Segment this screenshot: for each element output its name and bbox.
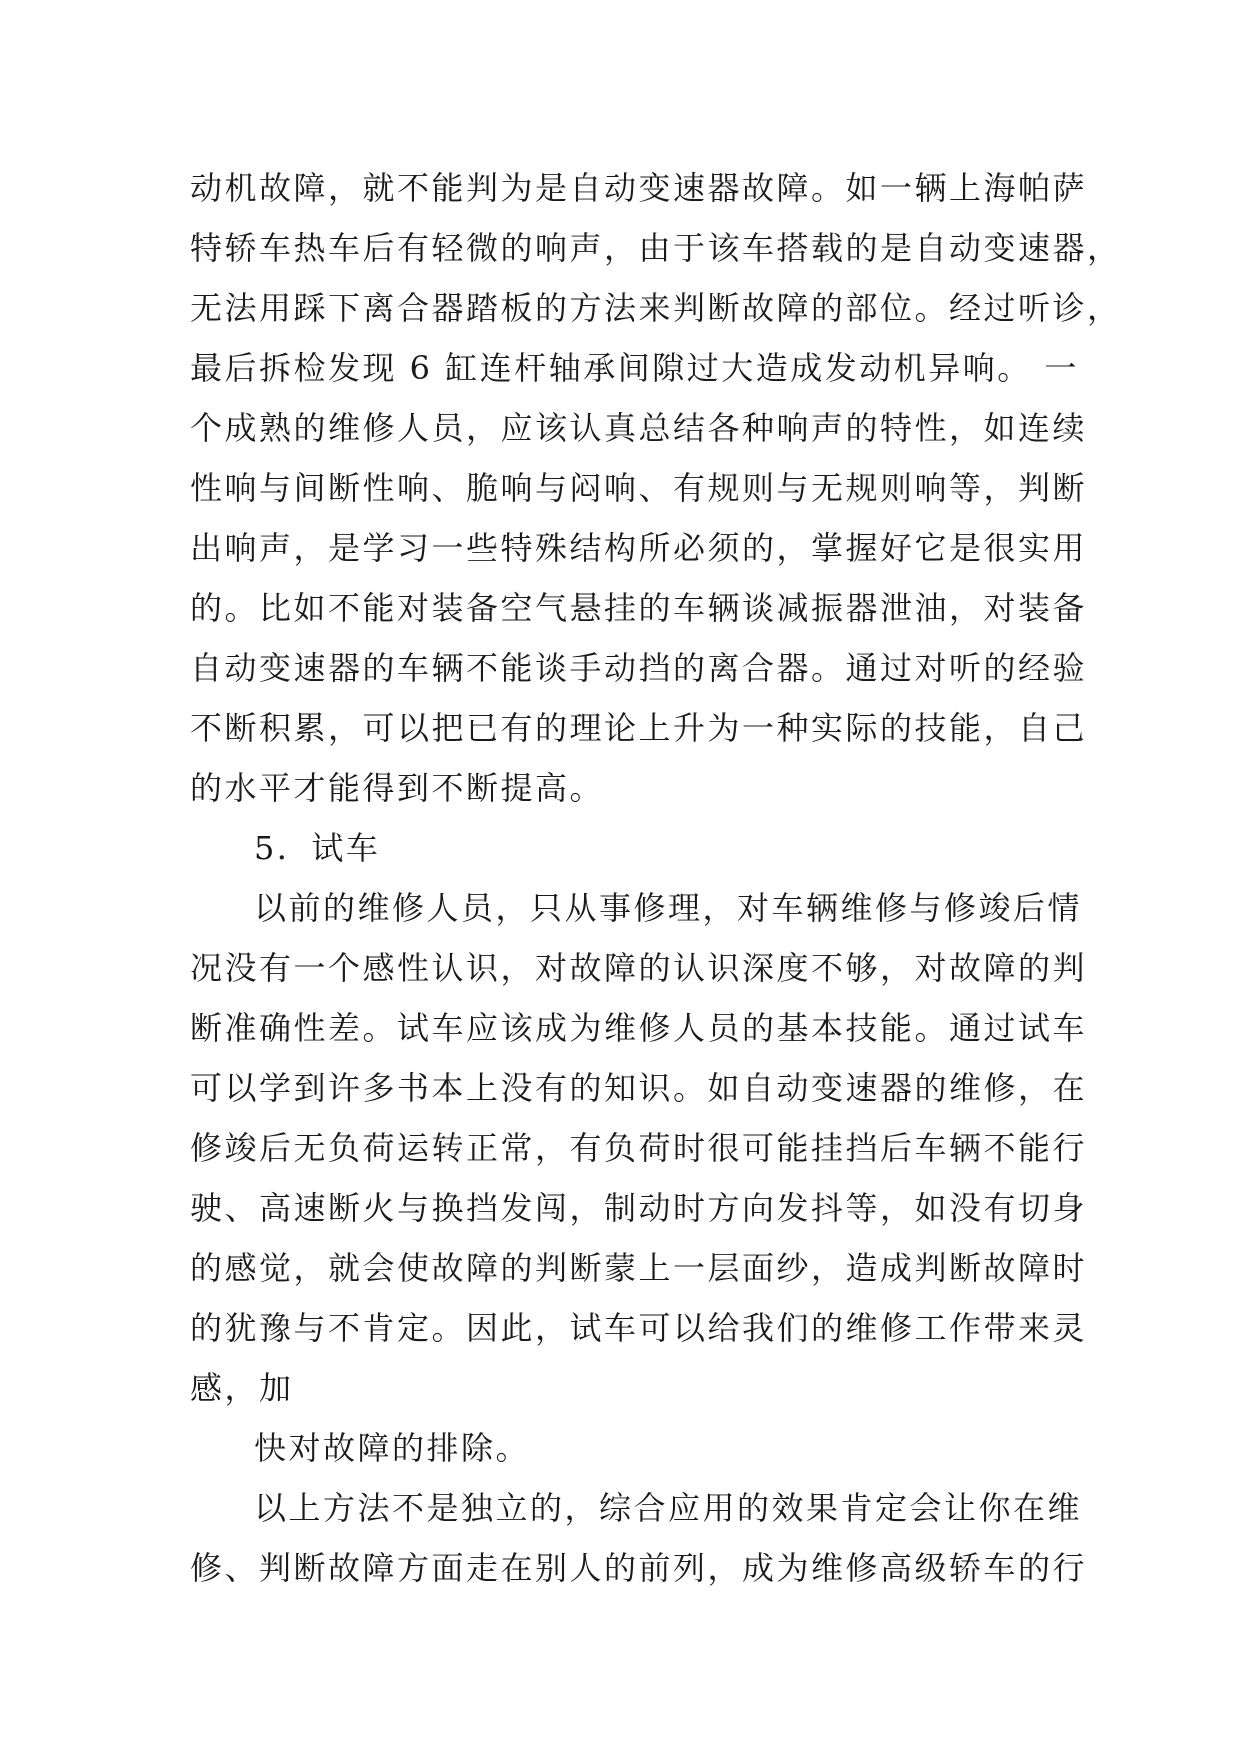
body-text bbox=[190, 158, 1122, 1598]
text-line: 无法用踩下离合器踏板的方法来判断故障的部位。经过听诊， bbox=[190, 289, 1122, 327]
text-line: 的水平才能得到不断提高。 bbox=[190, 769, 605, 807]
text-line: 特轿车热车后有轻微的响声，由于该车搭载的是自动变速器， bbox=[190, 229, 1122, 267]
text-line: 断准确性差。试车应该成为维修人员的基本技能。通过试车 bbox=[190, 1009, 1088, 1047]
text-line: 以前的维修人员，只从事修理，对车辆维修与修竣后情 bbox=[254, 889, 1083, 927]
text-line: 最后拆检发现 6 缸连杆轴承间隙过大造成发动机异响。 一 bbox=[190, 349, 1079, 387]
text-line: 性响与间断性响、脆响与闷响、有规则与无规则响等，判断 bbox=[190, 469, 1088, 507]
text-line: 况没有一个感性认识，对故障的认识深度不够，对故障的判 bbox=[190, 949, 1088, 987]
text-line: 修、判断故障方面走在别人的前列，成为维修高级轿车的行 bbox=[190, 1549, 1088, 1587]
text-line: 不断积累，可以把已有的理论上升为一种实际的技能，自己 bbox=[190, 709, 1088, 747]
text-line: 感，加 bbox=[190, 1369, 294, 1407]
text-line: 出响声，是学习一些特殊结构所必须的，掌握好它是很实用 bbox=[190, 529, 1088, 567]
text-line: 快对故障的排除。 bbox=[254, 1429, 531, 1467]
text-line: 修竣后无负荷运转正常，有负荷时很可能挂挡后车辆不能行 bbox=[190, 1129, 1088, 1167]
text-line: 个成熟的维修人员，应该认真总结各种响声的特性，如连续 bbox=[190, 409, 1088, 447]
text-line: 可以学到许多书本上没有的知识。如自动变速器的维修，在 bbox=[190, 1069, 1088, 1107]
text-line: 的感觉，就会使故障的判断蒙上一层面纱，造成判断故障时 bbox=[190, 1249, 1088, 1287]
text-line: 驶、高速断火与换挡发闯，制动时方向发抖等，如没有切身 bbox=[190, 1189, 1088, 1227]
text-line: 的犹豫与不肯定。因此，试车可以给我们的维修工作带来灵 bbox=[190, 1309, 1088, 1347]
text-line: 以上方法不是独立的，综合应用的效果肯定会让你在维 bbox=[254, 1489, 1083, 1527]
text-line: 动机故障，就不能判为是自动变速器故障。如一辆上海帕萨 bbox=[190, 169, 1088, 207]
text-line: 5．试车 bbox=[254, 829, 381, 867]
text-line: 的。比如不能对装备空气悬挂的车辆谈减振器泄油，对装备 bbox=[190, 589, 1088, 627]
text-line: 自动变速器的车辆不能谈手动挡的离合器。通过对听的经验 bbox=[190, 649, 1088, 687]
